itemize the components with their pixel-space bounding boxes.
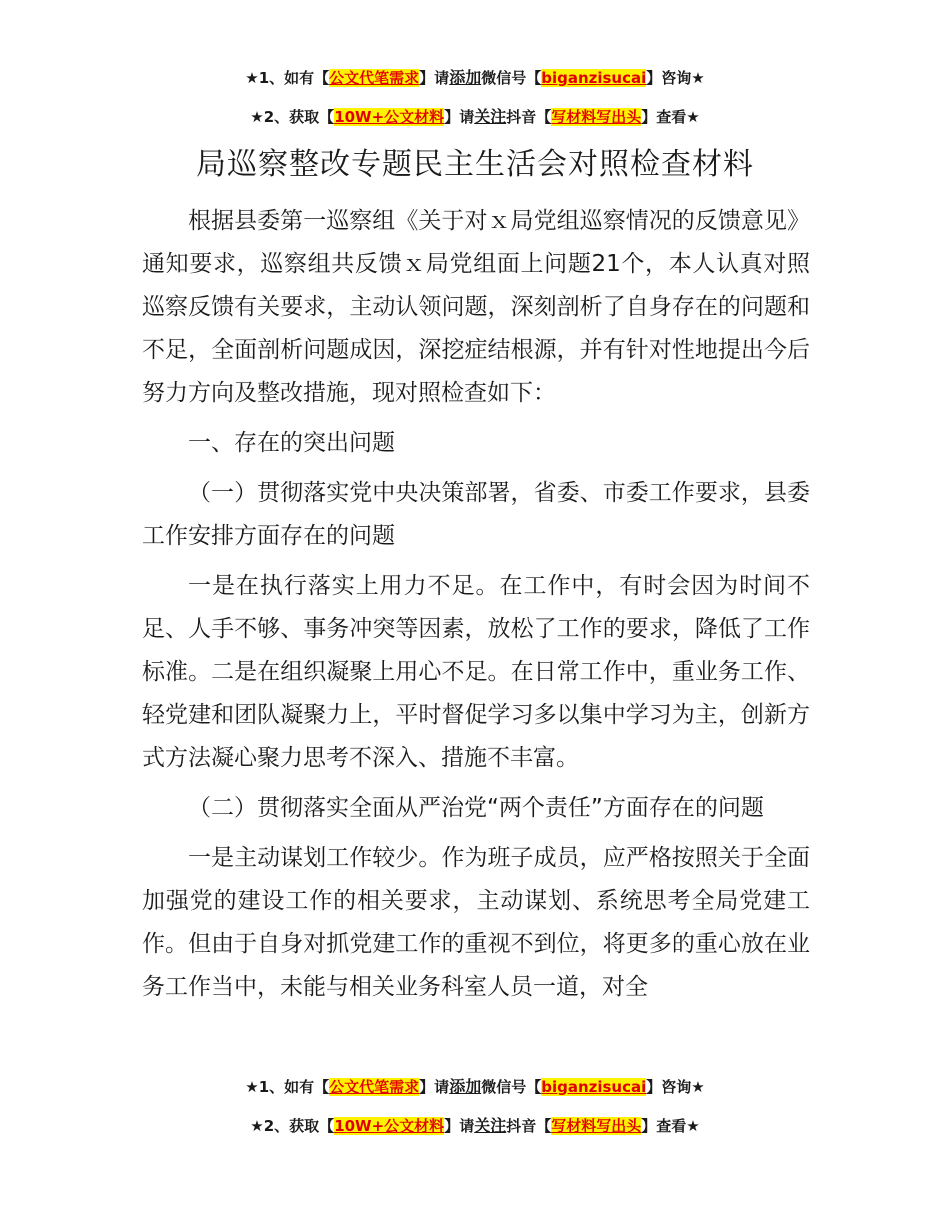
document-body [142,200,810,1009]
promo-highlight: 10W+公文材料 [334,1117,445,1135]
subsection-heading: （一）贯彻落实党中央决策部署，省委、市委工作要求，县委工作安排方面存在的问题 [142,480,810,549]
promo-underline: 添加 [449,68,482,87]
promo-text: ★2、获取【 [250,1117,335,1135]
promo-highlight: 写材料写出头 [551,1117,642,1135]
promo-text: 】咨询★ [646,1078,705,1096]
promo-text: 微信号【 [481,1078,542,1096]
body-paragraph: 一是在执行落实上用力不足。在工作中，有时会因为时间不足、人手不够、事务冲突等因素，放松了工作的要求，降低了工作标准。二是在组织凝聚上用心不足。在日常工作中，重业务工作、轻党建和团队凝聚力上，平时督促学习多以集中学习为主，创新方式方法凝心聚力思考不深入、措施不丰富。 [142,573,810,771]
promo-text: 微信号【 [481,69,542,87]
document-title: 局巡察整改专题民主生活会对照检查材料 [196,147,754,182]
promo-highlight: 公文代笔需求 [329,69,420,87]
promo-text: 】查看★ [641,1117,700,1135]
promo-text: 抖音【 [506,108,552,126]
promo-text: 】查看★ [641,108,700,126]
promo-highlight: 公文代笔需求 [329,1078,420,1096]
section-heading: 一、存在的突出问题 [188,430,395,456]
body-paragraph: 一是主动谋划工作较少。作为班子成员，应严格按照关于全面加强党的建设工作的相关要求，主动谋划、系统思考全局党建工作。但由于自身对抓党建工作的重视不到位，将更多的重心放在业务工作当中，未能与相关业务科室人员一道，对全 [142,845,810,1000]
promo-line-2-top [0,106,950,128]
promo-text: 】请 [419,1078,450,1096]
promo-underline: 关注 [474,107,507,126]
promo-text: 抖音【 [506,1117,552,1135]
promo-text: ★2、获取【 [250,108,335,126]
promo-line-1-top [0,67,950,89]
promo-highlight: 写材料写出头 [551,108,642,126]
promo-text: 】请 [419,69,450,87]
subsection-heading: （二）贯彻落实全面从严治党“两个责任”方面存在的问题 [188,795,764,821]
promo-text: 】咨询★ [646,69,705,87]
intro-paragraph: 根据县委第一巡察组《关于对ｘ局党组巡察情况的反馈意见》通知要求，巡察组共反馈ｘ局党组面上问题21个，本人认真对照巡察反馈有关要求，主动认领问题，深刻剖析了自身存在的问题和不足，全面剖析问题成因，深挖症结根源，并有针对性地提出今后努力方向及整改措施，现对照检查如下： [142,208,810,406]
promo-text: 】请 [444,1117,475,1135]
promo-highlight: 10W+公文材料 [334,108,445,126]
promo-underline: 关注 [474,1116,507,1135]
promo-text: 】请 [444,108,475,126]
promo-underline: 添加 [449,1077,482,1096]
promo-highlight: biganzisucai [541,69,647,87]
promo-text: ★1、如有【 [245,69,330,87]
promo-highlight: biganzisucai [541,1078,647,1096]
promo-text: ★1、如有【 [245,1078,330,1096]
promo-line-1-bottom [0,1076,950,1098]
promo-line-2-bottom [0,1115,950,1137]
